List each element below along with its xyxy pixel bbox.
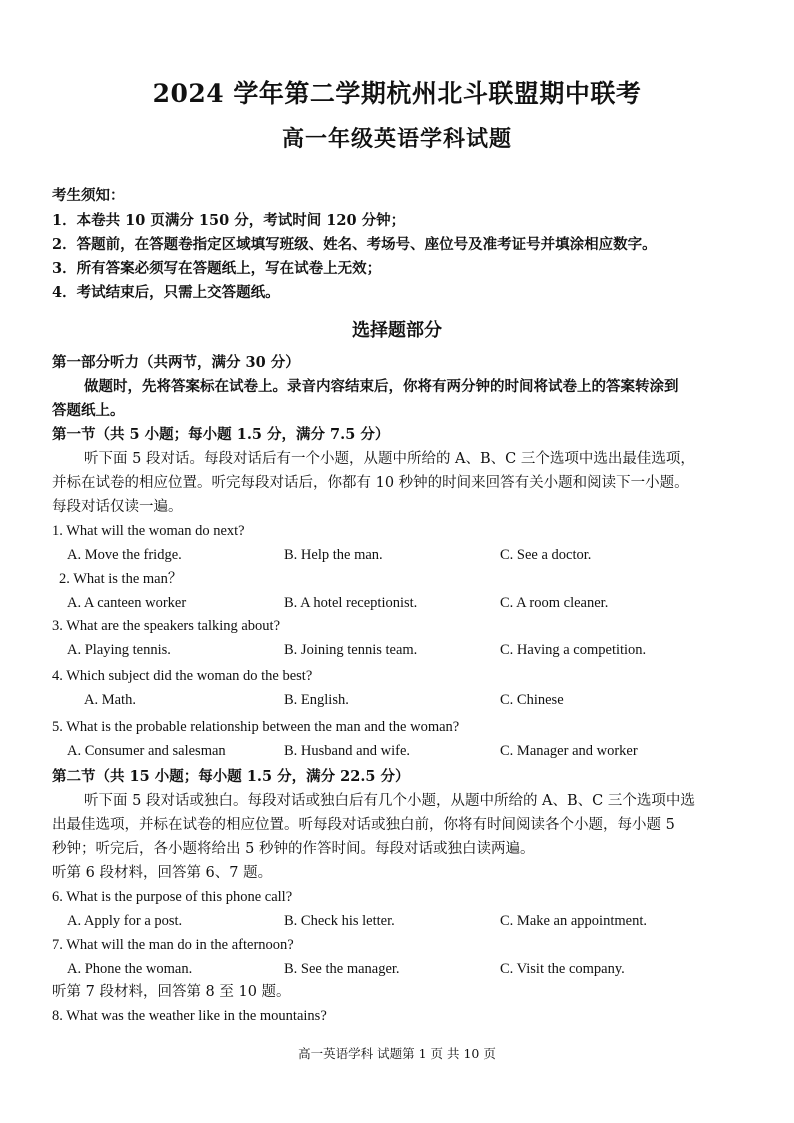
option-b: B. Husband and wife. xyxy=(284,743,411,759)
question: 8. What was the weather like in the mountains? xyxy=(52,1008,327,1024)
option-b: B. Help the man. xyxy=(284,547,383,563)
option-b: B. See the manager. xyxy=(284,961,400,977)
sec1-instruction: 听下面 5 段对话。每段对话后有一个小题，从题中所给的 A、B、C 三个选项中选出最佳选项， xyxy=(84,451,695,467)
page-footer: 高一英语学科 试题第 1 页 共 10 页 xyxy=(298,1046,496,1061)
notice-item: 3．所有答案必须写在答题纸上，写在试卷上无效； xyxy=(52,260,382,277)
option-b: B. English. xyxy=(284,692,349,708)
option-b: B. A hotel receptionist. xyxy=(284,595,418,611)
option-a: A. Move the fridge. xyxy=(67,547,182,563)
option-c: C. Having a competition. xyxy=(500,642,647,658)
question: 4. Which subject did the woman do the best? xyxy=(52,668,313,684)
material-note: 听第 7 段材料，回答第 8 至 10 题。 xyxy=(52,984,291,1000)
question: 6. What is the purpose of this phone call? xyxy=(52,889,293,905)
option-a: A. Apply for a post. xyxy=(67,913,183,929)
part1-instruction: 答题纸上。 xyxy=(52,402,125,419)
notice-item: 4．考试结束后，只需上交答题纸。 xyxy=(52,284,280,301)
sec1-heading: 第一节（共 5 小题；每小题 1.5 分，满分 7.5 分） xyxy=(52,426,390,443)
notice-heading: 考生须知： xyxy=(52,187,125,204)
notice-item: 2．答题前，在答题卷指定区域填写班级、姓名、考场号、座位号及准考证号并填涂相应数字。 xyxy=(52,236,657,253)
question: 2. What is the man？ xyxy=(59,571,183,587)
question: 3. What are the speakers talking about? xyxy=(52,618,281,634)
sec1-instruction: 并标在试卷的相应位置。听完每段对话后，你都有 10 秒钟的时间来回答有关小题和阅读下一小题。 xyxy=(52,475,689,491)
question: 7. What will the man do in the afternoon? xyxy=(52,937,294,953)
exam-title: 2024 学年第二学期杭州北斗联盟期中联考 xyxy=(152,79,642,108)
option-c: C. Manager and worker xyxy=(500,743,638,759)
sec2-instruction: 秒钟；听完后，各小题将给出 5 秒钟的作答时间。每段对话或独白读两遍。 xyxy=(52,841,535,857)
option-a: A. A canteen worker xyxy=(67,595,187,611)
notice-item: 1．本卷共 10 页满分 150 分，考试时间 120 分钟； xyxy=(52,212,406,229)
section-title: 选择题部分 xyxy=(352,320,442,341)
exam-subtitle: 高一年级英语学科试题 xyxy=(281,126,512,152)
option-a: A. Playing tennis. xyxy=(67,642,171,658)
question: 5. What is the probable relationship between the man and the woman? xyxy=(52,719,460,735)
option-b: B. Check his letter. xyxy=(284,913,395,929)
option-c: C. Make an appointment. xyxy=(500,913,647,929)
part1-instruction: 做题时，先将答案标在试卷上。录音内容结束后，你将有两分钟的时间将试卷上的答案转涂到 xyxy=(84,378,679,395)
option-c: C. Chinese xyxy=(500,692,564,708)
sec2-instruction: 听下面 5 段对话或独白。每段对话或独白后有几个小题，从题中所给的 A、B、C 三个选项中选 xyxy=(84,793,695,809)
option-a: A. Phone the woman. xyxy=(67,961,193,977)
option-b: B. Joining tennis team. xyxy=(284,642,418,658)
option-c: C. A room cleaner. xyxy=(500,595,609,611)
option-a: A. Consumer and salesman xyxy=(67,743,226,759)
option-a: A. Math. xyxy=(84,692,136,708)
option-c: C. See a doctor. xyxy=(500,547,592,563)
material-note: 听第 6 段材料，回答第 6、7 题。 xyxy=(52,865,273,881)
sec2-instruction: 出最佳选项，并标在试卷的相应位置。听每段对话或独白前，你将有时间阅读各个小题，每小题 5 xyxy=(52,817,675,833)
question: 1. What will the woman do next? xyxy=(52,523,245,539)
option-c: C. Visit the company. xyxy=(500,961,625,977)
sec1-instruction: 每段对话仅读一遍。 xyxy=(52,499,183,515)
part1-heading: 第一部分听力（共两节，满分 30 分） xyxy=(52,354,300,371)
sec2-heading: 第二节（共 15 小题；每小题 1.5 分，满分 22.5 分） xyxy=(52,768,410,785)
